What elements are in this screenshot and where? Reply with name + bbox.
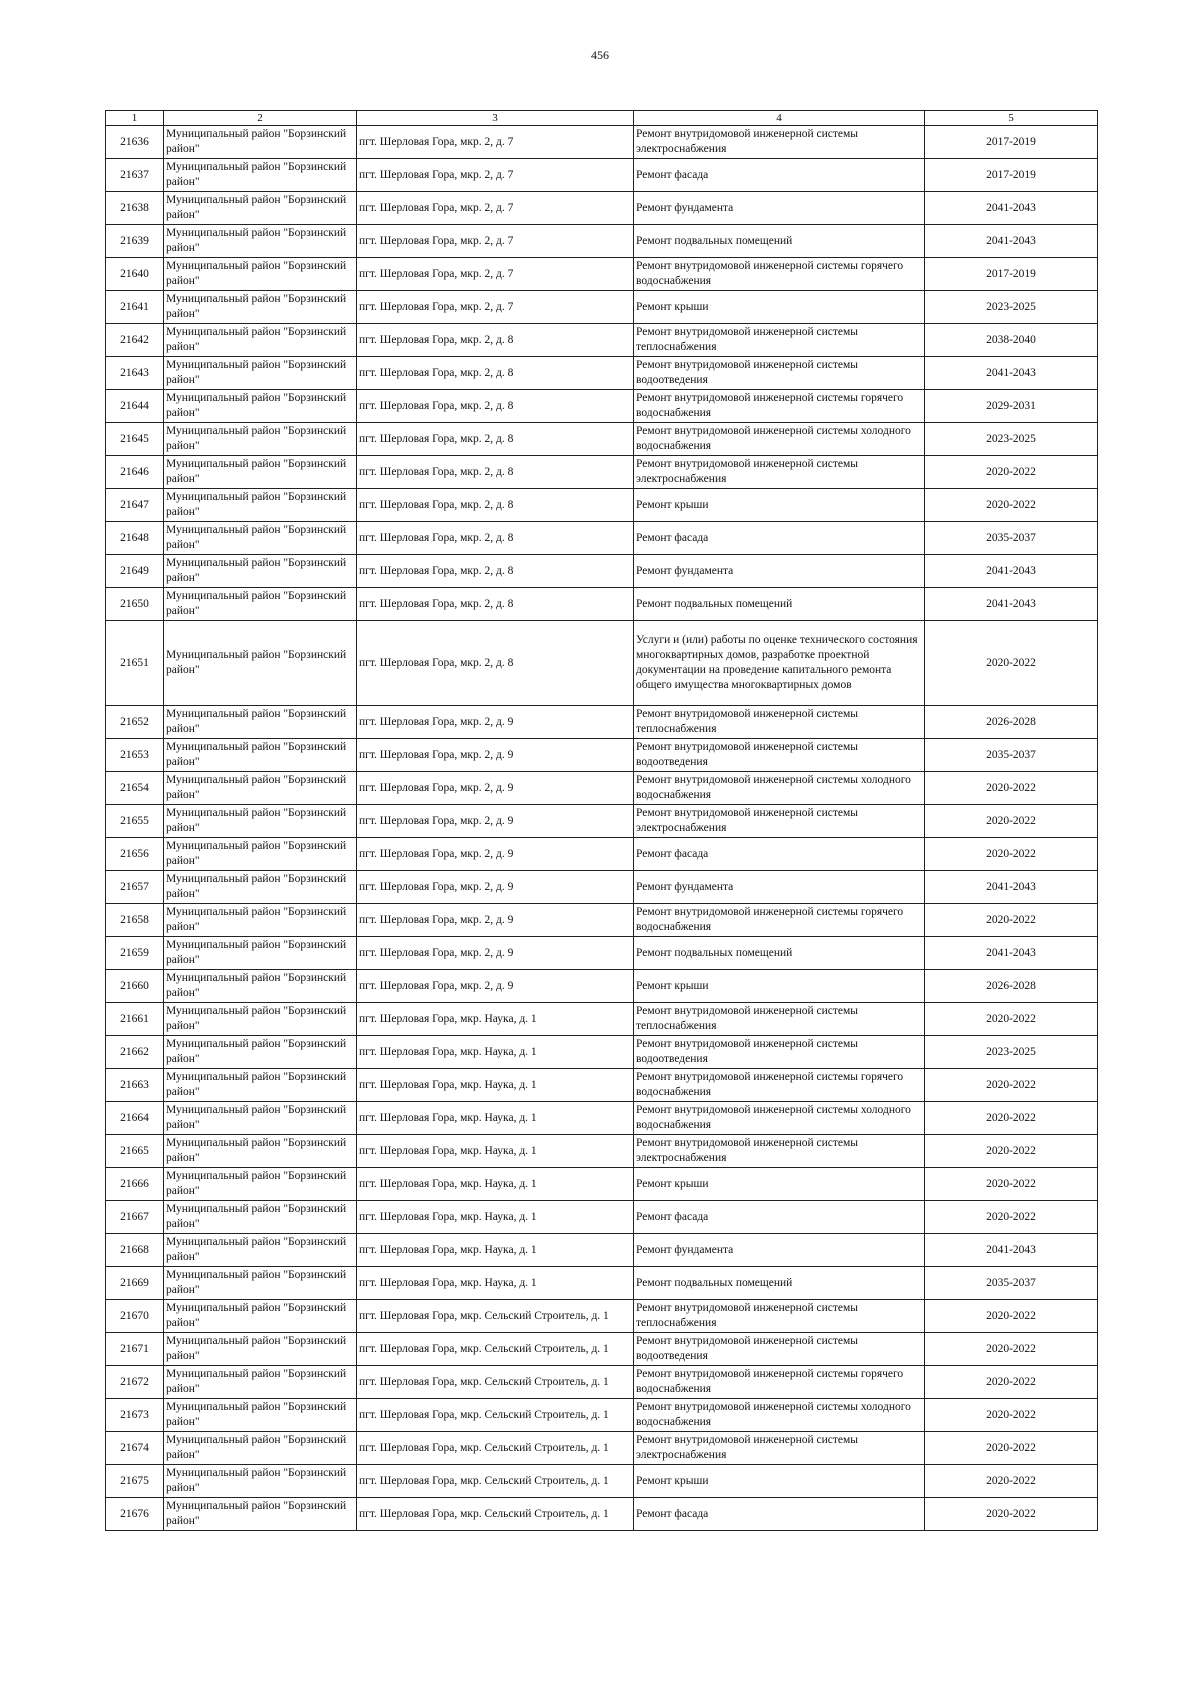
row-number-cell: 21651 xyxy=(106,621,164,706)
column-header: 1 xyxy=(106,111,164,126)
row-number-cell: 21636 xyxy=(106,126,164,159)
work-type-cell: Ремонт крыши xyxy=(634,291,925,324)
work-type-cell: Ремонт внутридомовой инженерной системы теплоснабжения xyxy=(634,706,925,739)
municipality-cell: Муниципальный район "Борзинский район" xyxy=(164,489,357,522)
period-cell: 2023-2025 xyxy=(925,291,1098,324)
address-cell: пгт. Шерловая Гора, мкр. 2, д. 8 xyxy=(357,423,634,456)
table-row xyxy=(106,621,1098,706)
work-type-cell: Ремонт внутридомовой инженерной системы теплоснабжения xyxy=(634,1300,925,1333)
municipality-cell: Муниципальный район "Борзинский район" xyxy=(164,1102,357,1135)
municipality-cell: Муниципальный район "Борзинский район" xyxy=(164,838,357,871)
table-row xyxy=(106,1069,1098,1102)
table-row xyxy=(106,1432,1098,1465)
row-number-cell: 21654 xyxy=(106,772,164,805)
work-type-cell: Ремонт фундамента xyxy=(634,1234,925,1267)
municipality-cell: Муниципальный район "Борзинский район" xyxy=(164,456,357,489)
municipality-cell: Муниципальный район "Борзинский район" xyxy=(164,1432,357,1465)
municipality-cell: Муниципальный район "Борзинский район" xyxy=(164,904,357,937)
row-number-cell: 21657 xyxy=(106,871,164,904)
address-cell: пгт. Шерловая Гора, мкр. 2, д. 9 xyxy=(357,904,634,937)
table-row xyxy=(106,805,1098,838)
address-cell: пгт. Шерловая Гора, мкр. 2, д. 7 xyxy=(357,291,634,324)
period-cell: 2020-2022 xyxy=(925,1069,1098,1102)
row-number-cell: 21656 xyxy=(106,838,164,871)
municipality-cell: Муниципальный район "Борзинский район" xyxy=(164,258,357,291)
column-header: 3 xyxy=(357,111,634,126)
work-type-cell: Ремонт подвальных помещений xyxy=(634,937,925,970)
table-row xyxy=(106,423,1098,456)
table-row xyxy=(106,357,1098,390)
repair-schedule-table xyxy=(105,110,1098,1531)
municipality-cell: Муниципальный район "Борзинский район" xyxy=(164,192,357,225)
table-row xyxy=(106,1333,1098,1366)
municipality-cell: Муниципальный район "Борзинский район" xyxy=(164,621,357,706)
table-row xyxy=(106,1036,1098,1069)
address-cell: пгт. Шерловая Гора, мкр. 2, д. 8 xyxy=(357,555,634,588)
work-type-cell: Ремонт внутридомовой инженерной системы горячего водоснабжения xyxy=(634,1069,925,1102)
table-row xyxy=(106,970,1098,1003)
period-cell: 2029-2031 xyxy=(925,390,1098,423)
table-row xyxy=(106,390,1098,423)
row-number-cell: 21670 xyxy=(106,1300,164,1333)
work-type-cell: Ремонт фундамента xyxy=(634,871,925,904)
address-cell: пгт. Шерловая Гора, мкр. 2, д. 9 xyxy=(357,838,634,871)
column-header: 4 xyxy=(634,111,925,126)
work-type-cell: Ремонт внутридомовой инженерной системы теплоснабжения xyxy=(634,324,925,357)
table-row xyxy=(106,489,1098,522)
address-cell: пгт. Шерловая Гора, мкр. 2, д. 7 xyxy=(357,225,634,258)
table-row xyxy=(106,838,1098,871)
row-number-cell: 21644 xyxy=(106,390,164,423)
address-cell: пгт. Шерловая Гора, мкр. Сельский Строитель, д. 1 xyxy=(357,1300,634,1333)
work-type-cell: Ремонт внутридомовой инженерной системы электроснабжения xyxy=(634,805,925,838)
row-number-cell: 21643 xyxy=(106,357,164,390)
period-cell: 2023-2025 xyxy=(925,423,1098,456)
municipality-cell: Муниципальный район "Борзинский район" xyxy=(164,1201,357,1234)
work-type-cell: Ремонт внутридомовой инженерной системы электроснабжения xyxy=(634,126,925,159)
work-type-cell: Ремонт крыши xyxy=(634,489,925,522)
period-cell: 2035-2037 xyxy=(925,1267,1098,1300)
period-cell: 2038-2040 xyxy=(925,324,1098,357)
row-number-cell: 21669 xyxy=(106,1267,164,1300)
table-row xyxy=(106,291,1098,324)
work-type-cell: Ремонт крыши xyxy=(634,1465,925,1498)
period-cell: 2041-2043 xyxy=(925,225,1098,258)
table-row xyxy=(106,1102,1098,1135)
address-cell: пгт. Шерловая Гора, мкр. 2, д. 8 xyxy=(357,390,634,423)
municipality-cell: Муниципальный район "Борзинский район" xyxy=(164,1135,357,1168)
period-cell: 2026-2028 xyxy=(925,706,1098,739)
address-cell: пгт. Шерловая Гора, мкр. 2, д. 9 xyxy=(357,871,634,904)
work-type-cell: Ремонт внутридомовой инженерной системы холодного водоснабжения xyxy=(634,772,925,805)
municipality-cell: Муниципальный район "Борзинский район" xyxy=(164,970,357,1003)
period-cell: 2020-2022 xyxy=(925,1135,1098,1168)
work-type-cell: Ремонт внутридомовой инженерной системы горячего водоснабжения xyxy=(634,390,925,423)
period-cell: 2041-2043 xyxy=(925,357,1098,390)
work-type-cell: Ремонт внутридомовой инженерной системы горячего водоснабжения xyxy=(634,1366,925,1399)
table-row xyxy=(106,1366,1098,1399)
row-number-cell: 21638 xyxy=(106,192,164,225)
period-cell: 2023-2025 xyxy=(925,1036,1098,1069)
table-row xyxy=(106,1300,1098,1333)
work-type-cell: Ремонт фасада xyxy=(634,1498,925,1531)
address-cell: пгт. Шерловая Гора, мкр. 2, д. 8 xyxy=(357,357,634,390)
table-row xyxy=(106,1234,1098,1267)
period-cell: 2020-2022 xyxy=(925,1201,1098,1234)
period-cell: 2035-2037 xyxy=(925,522,1098,555)
period-cell: 2020-2022 xyxy=(925,1003,1098,1036)
address-cell: пгт. Шерловая Гора, мкр. Наука, д. 1 xyxy=(357,1135,634,1168)
address-cell: пгт. Шерловая Гора, мкр. Наука, д. 1 xyxy=(357,1201,634,1234)
address-cell: пгт. Шерловая Гора, мкр. Наука, д. 1 xyxy=(357,1168,634,1201)
work-type-cell: Ремонт внутридомовой инженерной системы электроснабжения xyxy=(634,1432,925,1465)
row-number-cell: 21673 xyxy=(106,1399,164,1432)
work-type-cell: Ремонт внутридомовой инженерной системы водоотведения xyxy=(634,357,925,390)
table-row xyxy=(106,1399,1098,1432)
row-number-cell: 21655 xyxy=(106,805,164,838)
period-cell: 2041-2043 xyxy=(925,192,1098,225)
row-number-cell: 21663 xyxy=(106,1069,164,1102)
address-cell: пгт. Шерловая Гора, мкр. Сельский Строитель, д. 1 xyxy=(357,1432,634,1465)
period-cell: 2017-2019 xyxy=(925,258,1098,291)
municipality-cell: Муниципальный район "Борзинский район" xyxy=(164,225,357,258)
row-number-cell: 21662 xyxy=(106,1036,164,1069)
address-cell: пгт. Шерловая Гора, мкр. 2, д. 7 xyxy=(357,192,634,225)
address-cell: пгт. Шерловая Гора, мкр. 2, д. 8 xyxy=(357,621,634,706)
address-cell: пгт. Шерловая Гора, мкр. 2, д. 9 xyxy=(357,937,634,970)
table-row xyxy=(106,904,1098,937)
column-header: 2 xyxy=(164,111,357,126)
municipality-cell: Муниципальный район "Борзинский район" xyxy=(164,1003,357,1036)
period-cell: 2020-2022 xyxy=(925,1465,1098,1498)
municipality-cell: Муниципальный район "Борзинский район" xyxy=(164,706,357,739)
address-cell: пгт. Шерловая Гора, мкр. 2, д. 9 xyxy=(357,970,634,1003)
table-row xyxy=(106,126,1098,159)
address-cell: пгт. Шерловая Гора, мкр. 2, д. 7 xyxy=(357,126,634,159)
address-cell: пгт. Шерловая Гора, мкр. Наука, д. 1 xyxy=(357,1267,634,1300)
row-number-cell: 21664 xyxy=(106,1102,164,1135)
period-cell: 2020-2022 xyxy=(925,904,1098,937)
table-row xyxy=(106,706,1098,739)
work-type-cell: Ремонт внутридомовой инженерной системы водоотведения xyxy=(634,739,925,772)
table-row xyxy=(106,1465,1098,1498)
row-number-cell: 21653 xyxy=(106,739,164,772)
period-cell: 2020-2022 xyxy=(925,489,1098,522)
address-cell: пгт. Шерловая Гора, мкр. Сельский Строитель, д. 1 xyxy=(357,1465,634,1498)
period-cell: 2020-2022 xyxy=(925,1102,1098,1135)
table-row xyxy=(106,225,1098,258)
row-number-cell: 21671 xyxy=(106,1333,164,1366)
row-number-cell: 21642 xyxy=(106,324,164,357)
work-type-cell: Ремонт фасада xyxy=(634,522,925,555)
row-number-cell: 21672 xyxy=(106,1366,164,1399)
row-number-cell: 21640 xyxy=(106,258,164,291)
address-cell: пгт. Шерловая Гора, мкр. 2, д. 8 xyxy=(357,588,634,621)
municipality-cell: Муниципальный район "Борзинский район" xyxy=(164,871,357,904)
address-cell: пгт. Шерловая Гора, мкр. 2, д. 7 xyxy=(357,159,634,192)
table-row xyxy=(106,159,1098,192)
work-type-cell: Ремонт фасада xyxy=(634,1201,925,1234)
municipality-cell: Муниципальный район "Борзинский район" xyxy=(164,805,357,838)
address-cell: пгт. Шерловая Гора, мкр. 2, д. 9 xyxy=(357,706,634,739)
period-cell: 2020-2022 xyxy=(925,1168,1098,1201)
period-cell: 2020-2022 xyxy=(925,1432,1098,1465)
municipality-cell: Муниципальный район "Борзинский район" xyxy=(164,1333,357,1366)
table-row xyxy=(106,522,1098,555)
period-cell: 2041-2043 xyxy=(925,937,1098,970)
table-row xyxy=(106,1135,1098,1168)
address-cell: пгт. Шерловая Гора, мкр. Наука, д. 1 xyxy=(357,1003,634,1036)
address-cell: пгт. Шерловая Гора, мкр. 2, д. 7 xyxy=(357,258,634,291)
work-type-cell: Ремонт подвальных помещений xyxy=(634,588,925,621)
period-cell: 2020-2022 xyxy=(925,772,1098,805)
table-row xyxy=(106,555,1098,588)
municipality-cell: Муниципальный район "Борзинский район" xyxy=(164,522,357,555)
municipality-cell: Муниципальный район "Борзинский район" xyxy=(164,159,357,192)
municipality-cell: Муниципальный район "Борзинский район" xyxy=(164,126,357,159)
address-cell: пгт. Шерловая Гора, мкр. 2, д. 8 xyxy=(357,489,634,522)
work-type-cell: Ремонт фундамента xyxy=(634,555,925,588)
municipality-cell: Муниципальный район "Борзинский район" xyxy=(164,1366,357,1399)
work-type-cell: Ремонт внутридомовой инженерной системы горячего водоснабжения xyxy=(634,904,925,937)
period-cell: 2041-2043 xyxy=(925,588,1098,621)
address-cell: пгт. Шерловая Гора, мкр. 2, д. 9 xyxy=(357,739,634,772)
municipality-cell: Муниципальный район "Борзинский район" xyxy=(164,1036,357,1069)
period-cell: 2041-2043 xyxy=(925,871,1098,904)
table-row xyxy=(106,772,1098,805)
row-number-cell: 21650 xyxy=(106,588,164,621)
table-row xyxy=(106,871,1098,904)
table-row xyxy=(106,456,1098,489)
row-number-cell: 21652 xyxy=(106,706,164,739)
address-cell: пгт. Шерловая Гора, мкр. 2, д. 9 xyxy=(357,805,634,838)
row-number-cell: 21646 xyxy=(106,456,164,489)
address-cell: пгт. Шерловая Гора, мкр. Сельский Строитель, д. 1 xyxy=(357,1498,634,1531)
row-number-cell: 21649 xyxy=(106,555,164,588)
work-type-cell: Ремонт подвальных помещений xyxy=(634,225,925,258)
municipality-cell: Муниципальный район "Борзинский район" xyxy=(164,291,357,324)
row-number-cell: 21641 xyxy=(106,291,164,324)
row-number-cell: 21659 xyxy=(106,937,164,970)
period-cell: 2017-2019 xyxy=(925,126,1098,159)
municipality-cell: Муниципальный район "Борзинский район" xyxy=(164,1399,357,1432)
period-cell: 2020-2022 xyxy=(925,456,1098,489)
work-type-cell: Ремонт фасада xyxy=(634,838,925,871)
row-number-cell: 21675 xyxy=(106,1465,164,1498)
municipality-cell: Муниципальный район "Борзинский район" xyxy=(164,1465,357,1498)
row-number-cell: 21645 xyxy=(106,423,164,456)
address-cell: пгт. Шерловая Гора, мкр. Сельский Строитель, д. 1 xyxy=(357,1366,634,1399)
address-cell: пгт. Шерловая Гора, мкр. 2, д. 8 xyxy=(357,456,634,489)
address-cell: пгт. Шерловая Гора, мкр. Наука, д. 1 xyxy=(357,1036,634,1069)
address-cell: пгт. Шерловая Гора, мкр. 2, д. 9 xyxy=(357,772,634,805)
row-number-cell: 21660 xyxy=(106,970,164,1003)
table-row xyxy=(106,937,1098,970)
column-header: 5 xyxy=(925,111,1098,126)
table-row xyxy=(106,739,1098,772)
work-type-cell: Ремонт крыши xyxy=(634,1168,925,1201)
table-row xyxy=(106,192,1098,225)
table-row xyxy=(106,1498,1098,1531)
work-type-cell: Ремонт подвальных помещений xyxy=(634,1267,925,1300)
work-type-cell: Ремонт крыши xyxy=(634,970,925,1003)
period-cell: 2035-2037 xyxy=(925,739,1098,772)
row-number-cell: 21667 xyxy=(106,1201,164,1234)
column-number-header-row xyxy=(106,111,1098,126)
work-type-cell: Ремонт внутридомовой инженерной системы водоотведения xyxy=(634,1036,925,1069)
municipality-cell: Муниципальный район "Борзинский район" xyxy=(164,739,357,772)
work-type-cell: Ремонт внутридомовой инженерной системы холодного водоснабжения xyxy=(634,423,925,456)
period-cell: 2020-2022 xyxy=(925,805,1098,838)
work-type-cell: Ремонт внутридомовой инженерной системы теплоснабжения xyxy=(634,1003,925,1036)
work-type-cell: Ремонт внутридомовой инженерной системы холодного водоснабжения xyxy=(634,1399,925,1432)
work-type-cell: Услуги и (или) работы по оценке технического состояния многоквартирных домов, разработке проектной документации на проведение капитального ремонта общего имущества многоквартирных домов xyxy=(634,621,925,706)
row-number-cell: 21637 xyxy=(106,159,164,192)
work-type-cell: Ремонт фасада xyxy=(634,159,925,192)
work-type-cell: Ремонт внутридомовой инженерной системы электроснабжения xyxy=(634,456,925,489)
address-cell: пгт. Шерловая Гора, мкр. Наука, д. 1 xyxy=(357,1234,634,1267)
municipality-cell: Муниципальный район "Борзинский район" xyxy=(164,1234,357,1267)
address-cell: пгт. Шерловая Гора, мкр. Сельский Строитель, д. 1 xyxy=(357,1333,634,1366)
row-number-cell: 21648 xyxy=(106,522,164,555)
row-number-cell: 21639 xyxy=(106,225,164,258)
period-cell: 2020-2022 xyxy=(925,621,1098,706)
period-cell: 2026-2028 xyxy=(925,970,1098,1003)
period-cell: 2020-2022 xyxy=(925,1300,1098,1333)
address-cell: пгт. Шерловая Гора, мкр. 2, д. 8 xyxy=(357,522,634,555)
row-number-cell: 21647 xyxy=(106,489,164,522)
municipality-cell: Муниципальный район "Борзинский район" xyxy=(164,423,357,456)
address-cell: пгт. Шерловая Гора, мкр. Сельский Строитель, д. 1 xyxy=(357,1399,634,1432)
work-type-cell: Ремонт внутридомовой инженерной системы холодного водоснабжения xyxy=(634,1102,925,1135)
period-cell: 2020-2022 xyxy=(925,1366,1098,1399)
row-number-cell: 21658 xyxy=(106,904,164,937)
table-row xyxy=(106,324,1098,357)
work-type-cell: Ремонт фундамента xyxy=(634,192,925,225)
municipality-cell: Муниципальный район "Борзинский район" xyxy=(164,1267,357,1300)
row-number-cell: 21665 xyxy=(106,1135,164,1168)
table-row xyxy=(106,588,1098,621)
period-cell: 2017-2019 xyxy=(925,159,1098,192)
work-type-cell: Ремонт внутридомовой инженерной системы электроснабжения xyxy=(634,1135,925,1168)
period-cell: 2041-2043 xyxy=(925,1234,1098,1267)
address-cell: пгт. Шерловая Гора, мкр. Наука, д. 1 xyxy=(357,1102,634,1135)
municipality-cell: Муниципальный район "Борзинский район" xyxy=(164,555,357,588)
municipality-cell: Муниципальный район "Борзинский район" xyxy=(164,937,357,970)
table-row xyxy=(106,258,1098,291)
page-number: 456 xyxy=(591,48,609,62)
municipality-cell: Муниципальный район "Борзинский район" xyxy=(164,1300,357,1333)
table-row xyxy=(106,1201,1098,1234)
municipality-cell: Муниципальный район "Борзинский район" xyxy=(164,357,357,390)
municipality-cell: Муниципальный район "Борзинский район" xyxy=(164,390,357,423)
municipality-cell: Муниципальный район "Борзинский район" xyxy=(164,772,357,805)
table-row xyxy=(106,1168,1098,1201)
municipality-cell: Муниципальный район "Борзинский район" xyxy=(164,1168,357,1201)
row-number-cell: 21674 xyxy=(106,1432,164,1465)
row-number-cell: 21661 xyxy=(106,1003,164,1036)
row-number-cell: 21666 xyxy=(106,1168,164,1201)
address-cell: пгт. Шерловая Гора, мкр. Наука, д. 1 xyxy=(357,1069,634,1102)
municipality-cell: Муниципальный район "Борзинский район" xyxy=(164,1498,357,1531)
work-type-cell: Ремонт внутридомовой инженерной системы горячего водоснабжения xyxy=(634,258,925,291)
municipality-cell: Муниципальный район "Борзинский район" xyxy=(164,324,357,357)
municipality-cell: Муниципальный район "Борзинский район" xyxy=(164,588,357,621)
period-cell: 2041-2043 xyxy=(925,555,1098,588)
period-cell: 2020-2022 xyxy=(925,1333,1098,1366)
row-number-cell: 21668 xyxy=(106,1234,164,1267)
period-cell: 2020-2022 xyxy=(925,1498,1098,1531)
work-type-cell: Ремонт внутридомовой инженерной системы водоотведения xyxy=(634,1333,925,1366)
period-cell: 2020-2022 xyxy=(925,838,1098,871)
table-row xyxy=(106,1003,1098,1036)
address-cell: пгт. Шерловая Гора, мкр. 2, д. 8 xyxy=(357,324,634,357)
table-row xyxy=(106,1267,1098,1300)
row-number-cell: 21676 xyxy=(106,1498,164,1531)
period-cell: 2020-2022 xyxy=(925,1399,1098,1432)
municipality-cell: Муниципальный район "Борзинский район" xyxy=(164,1069,357,1102)
